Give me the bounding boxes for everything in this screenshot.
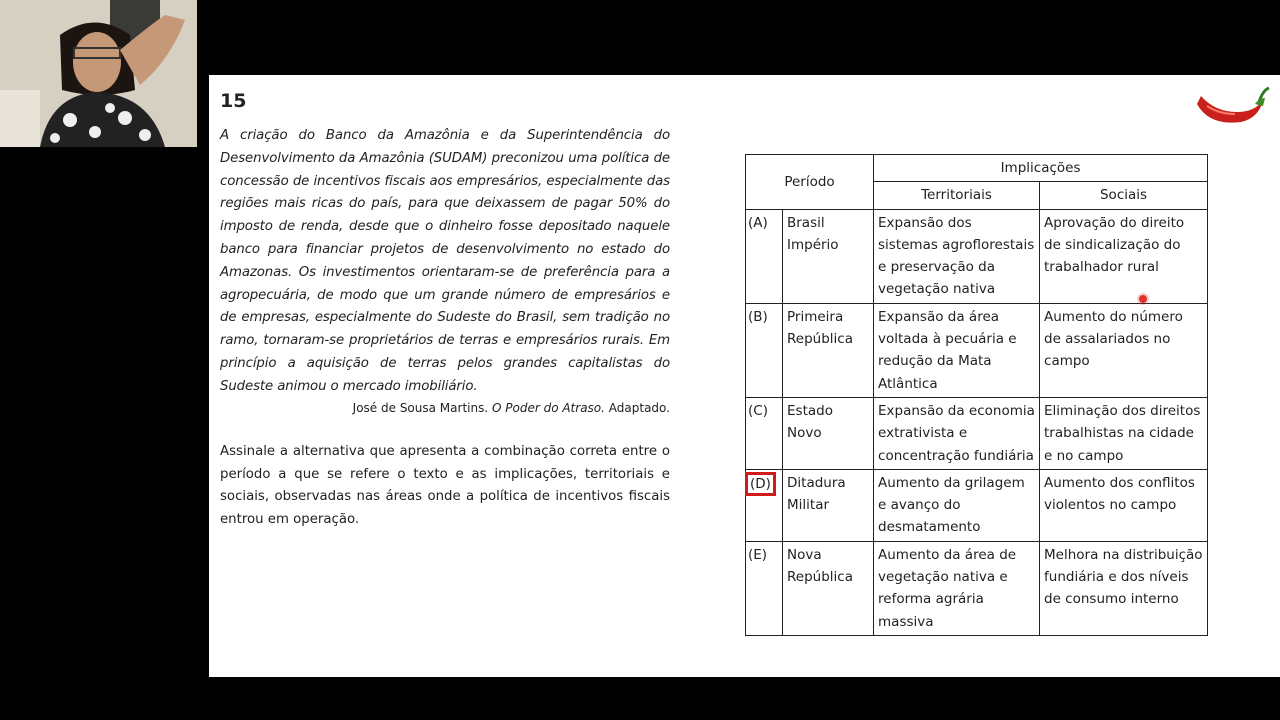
option-letter-highlighted — [746, 469, 783, 541]
passage-text: A criação do Banco da Amazônia e da Superintendência do Desenvolvimento da Amazônia (SUDAM) preconizou uma política de concessão de incentivos fiscais aos empresários, especialmente das regiões mais ricas do país, para que deixassem de pagar 50% do imposto de renda, desde que o dinheiro fosse depositado naquele banco para financiar projetos de desenvolvimento no estado do Amazonas. Os investimentos orientaram-se de preferência para a agropecuária, de modo que um grande número de empresários e de empresas, especialmente do Sudeste do Brasil, sem tradição no ramo, tornaram-se proprietários de terras e empresários rurais. Em princípio a aquisição de terras pelos grandes capitalistas do Sudeste animou o mercado imobiliário. — [220, 128, 670, 394]
source-note: Adaptado. — [608, 401, 670, 415]
option-territorial: Expansão dos sistemas agroflorestais e preservação da vegetação nativa — [874, 209, 1040, 303]
option-letter: (E) — [746, 541, 783, 635]
answer-highlight-box: (D) — [745, 472, 776, 496]
header-implications: Implicações — [874, 155, 1208, 182]
option-social: Eliminação dos direitos trabalhistas na cidade e no campo — [1040, 397, 1208, 469]
option-period: Primeira República — [783, 303, 874, 397]
option-social: Aprovação do direito de sindicalização do trabalhador rural — [1040, 209, 1208, 303]
option-territorial: Expansão da área voltada à pecuária e redução da Mata Atlântica — [874, 303, 1040, 397]
webcam-feed — [0, 0, 197, 147]
option-letter: (A) — [746, 209, 783, 303]
pepper-icon — [1189, 82, 1271, 130]
table-row-highlighted[interactable] — [746, 469, 1208, 541]
option-territorial: Aumento da área de vegetação nativa e reforma agrária massiva — [874, 541, 1040, 635]
header-period: Período — [746, 155, 874, 210]
header-territorial: Territoriais — [874, 182, 1040, 209]
option-social: Aumento do número de assalariados no campo — [1040, 303, 1208, 397]
option-letter: (B) — [746, 303, 783, 397]
question-prompt: Assinale a alternativa que apresenta a combinação correta entre o período a que se refere o texto e as implicações, territoriais e sociais, observadas nas áreas onde a política de incentivos fiscais entrou em operação. — [220, 444, 670, 527]
option-social: Aumento dos conflitos violentos no campo — [1040, 469, 1208, 541]
table-row[interactable] — [746, 209, 1208, 303]
option-territorial: Expansão da economia extrativista e concentração fundiária — [874, 397, 1040, 469]
cursor-dot — [1139, 295, 1147, 303]
option-territorial: Aumento da grilagem e avanço do desmatamento — [874, 469, 1040, 541]
table-row[interactable] — [746, 303, 1208, 397]
question-number: 15 — [220, 90, 247, 112]
option-period: Brasil Império — [783, 209, 874, 303]
table-row[interactable] — [746, 397, 1208, 469]
header-social: Sociais — [1040, 182, 1208, 209]
option-period: Nova República — [783, 541, 874, 635]
source-author: José de Sousa Martins. — [352, 401, 489, 415]
alternatives-table — [745, 154, 1208, 636]
option-period: Estado Novo — [783, 397, 874, 469]
passage-source — [220, 401, 670, 415]
table-row[interactable] — [746, 541, 1208, 635]
option-letter: (C) — [746, 397, 783, 469]
webcam-person-image — [0, 0, 197, 147]
option-social: Melhora na distribuição fundiária e dos níveis de consumo interno — [1040, 541, 1208, 635]
question-page — [209, 75, 1280, 677]
source-title: O Poder do Atraso. — [491, 401, 605, 415]
option-period: Ditadura Militar — [783, 469, 874, 541]
